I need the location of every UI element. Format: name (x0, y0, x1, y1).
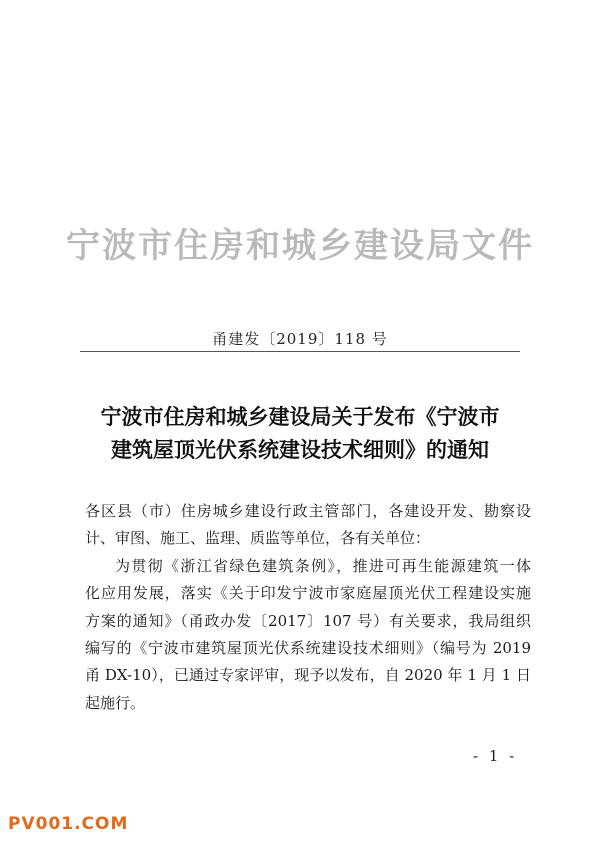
body-line-7: 甬 DX-10），已通过专家评审，现予以发布，自 2020 年 1 月 1 日 (85, 666, 531, 685)
notice-title (0, 400, 600, 466)
site-watermark: PV001.COM (8, 814, 129, 834)
document-number: 甬建发〔2019〕118 号 (212, 330, 388, 348)
body-line-2: 计、审图、施工、监理、质监等单位，各有关单位： (85, 529, 431, 548)
notice-title-line-1: 宁波市住房和城乡建设局关于发布《宁波市 (100, 404, 500, 429)
body-line-4: 化应用发展，落实《关于印发宁波市家庭屋顶光伏工程建设实施 (85, 584, 531, 603)
agency-header-title: 宁波市住房和城乡建设局文件 (66, 226, 534, 266)
page-number: - 1 - (473, 747, 518, 765)
body-line-3: 为贯彻《浙江省绿色建筑条例》，推进可再生能源建筑一体 (115, 556, 531, 575)
body-line-1: 各区县（市）住房城乡建设行政主管部门，各建设开发、勘察设 (85, 502, 531, 520)
header-separator-line (80, 351, 520, 352)
body-line-5: 方案的通知》（甬政办发〔2017〕107 号）有关要求，我局组织 (85, 611, 531, 630)
body-line-8: 起施行。 (85, 693, 146, 712)
notice-body (85, 498, 531, 717)
body-line-6: 编写的《宁波市建筑屋顶光伏系统建设技术细则》（编号为 2019 (85, 639, 531, 658)
notice-title-line-2: 建筑屋顶光伏系统建设技术细则》的通知 (111, 437, 489, 462)
